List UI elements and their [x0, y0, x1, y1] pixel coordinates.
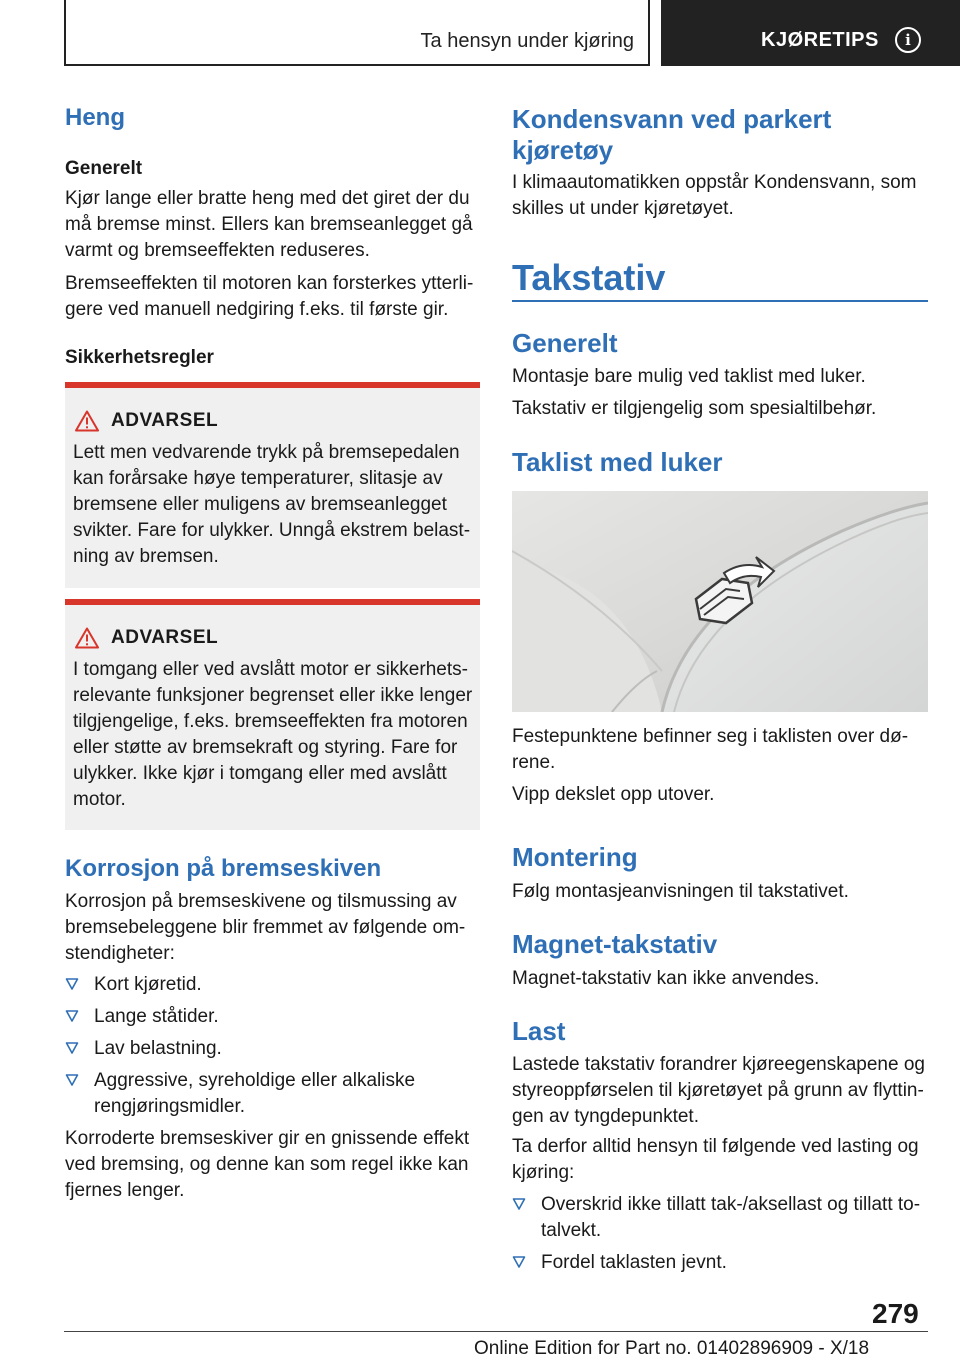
heading-taklist: Taklist med luker	[512, 447, 723, 477]
bullet-triangle-icon	[65, 1041, 79, 1055]
subheading-generelt: Generelt	[65, 158, 143, 179]
warning-box-2	[65, 599, 480, 830]
paragraph-kondensvann: I klimaautomatikken oppstår Kondensvann, som skilles ut under kjøretøyet.	[512, 172, 917, 219]
paragraph-last-1: Lastede takstativ forandrer kjøreegenskapene og styreoppførselen til kjøretøyet på grunn av flyttingen av tyngdepunktet.	[512, 1054, 925, 1127]
warning-text: Lett men vedvarende trykk på bremsepedalen kan forårsake høye temperaturer, slitasje av bremsene eller muligens av bremseanlegget svikter. Fare for ulykker. Unngå ekstrem belastning av bremsen.	[73, 442, 471, 567]
bullet-triangle-icon	[65, 977, 79, 991]
roof-rail-photo	[512, 491, 928, 712]
warning-triangle-icon	[75, 410, 99, 432]
heading-rule	[512, 300, 928, 302]
subheading-sikkerhetsregler: Sikkerhetsregler	[65, 347, 214, 368]
paragraph-taklist-2: Vipp dekslet opp utover.	[512, 784, 715, 805]
paragraph-generelt-1: Montasje bare mulig ved taklist med luker.	[512, 366, 866, 387]
heading-last: Last	[512, 1016, 566, 1046]
bullet-triangle-icon	[512, 1197, 526, 1211]
paragraph-magnet: Magnet-takstativ kan ikke anvendes.	[512, 968, 820, 989]
paragraph-korrosjon-outro: Korroderte bremseskiver gir en gnissende effekt ved bremsing, og denne kan som regel ikke kan fjernes lenger.	[65, 1128, 470, 1201]
warning-title: ADVARSEL	[111, 410, 219, 431]
heading-generelt: Generelt	[512, 328, 618, 358]
warning-title: ADVARSEL	[111, 627, 219, 648]
bullet-triangle-icon	[65, 1073, 79, 1087]
heading-korrosjon: Korrosjon på bremseskiven	[65, 855, 382, 882]
section-title: Ta hensyn under kjøring	[420, 30, 634, 52]
heading-takstativ: Takstativ	[512, 257, 666, 298]
chapter-tab	[661, 0, 960, 66]
heading-montering: Montering	[512, 842, 638, 872]
info-icon: i	[895, 27, 921, 53]
paragraph-taklist-1: Festepunktene befinner seg i taklisten over dørene.	[512, 726, 909, 773]
page-header	[0, 0, 960, 66]
paragraph-montering: Følg montasjeanvisningen til takstativet.	[512, 881, 849, 902]
warning-box-1	[65, 382, 480, 588]
warning-text: I tomgang eller ved avslått motor er sikkerhetsrelevante funksjoner begrenset eller ikke lenger tilgjengelige, f.eks. bremseeffekten fra motoren eller støtte av bremsekraft og styring. Fare for ulykker. Ikke kjør i tomgang eller med avslått motor.	[73, 659, 473, 810]
paragraph-heng-2: Bremseeffekten til motoren kan forsterkes ytterligere ved manuell nedgiring f.eks. til første gir.	[65, 273, 474, 320]
paragraph-korrosjon-intro: Korrosjon på bremseskivene og tilsmussing av bremsebeleggene blir fremmet av følgende omstendigheter:	[65, 891, 466, 964]
heading-magnet: Magnet-takstativ	[512, 929, 718, 959]
warning-triangle-icon	[75, 627, 99, 649]
heading-kondensvann: Kondensvann ved parkert kjøretøy	[512, 104, 832, 165]
page-number: 279	[872, 1298, 919, 1329]
paragraph-last-2: Ta derfor alltid hensyn til følgende ved lasting og kjøring:	[512, 1136, 919, 1183]
bullet-triangle-icon	[512, 1255, 526, 1269]
footer-edition: Online Edition for Part no. 01402896909 - X/18	[474, 1338, 870, 1359]
bullet-triangle-icon	[65, 1009, 79, 1023]
paragraph-generelt-2: Takstativ er tilgjengelig som spesialtilbehør.	[512, 398, 877, 419]
section-tab	[64, 0, 650, 66]
heading-heng: Heng	[65, 104, 125, 131]
paragraph-heng-1: Kjør lange eller bratte heng med det giret der du må bremse minst. Ellers kan bremseanlegget gå varmt og bremseeffekten reduseres.	[65, 188, 473, 261]
footer-rule	[64, 1331, 928, 1332]
chapter-title: KJØRETIPS	[761, 29, 879, 51]
